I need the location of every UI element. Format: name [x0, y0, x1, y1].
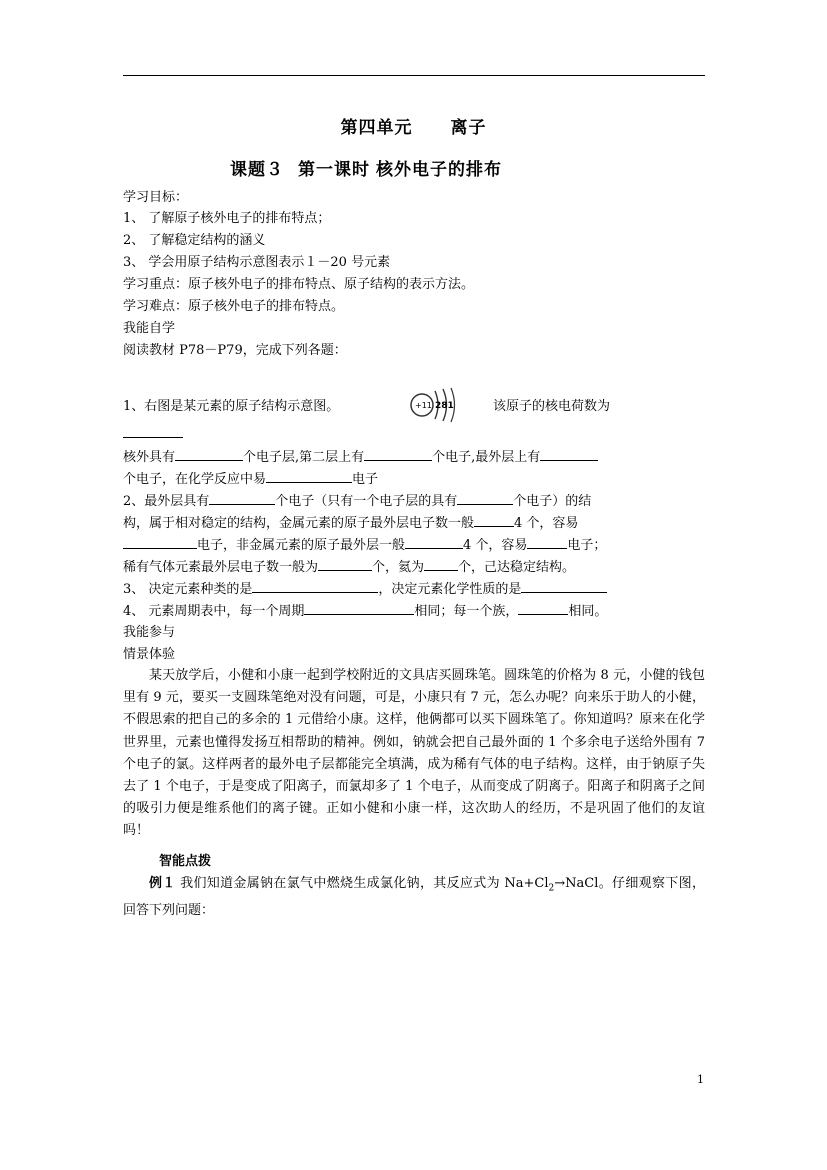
answer-blank[interactable] [424, 558, 458, 571]
question-1-line-3 [123, 470, 378, 489]
reaction-arrow: → [554, 876, 566, 891]
answer-blank[interactable] [518, 602, 568, 615]
answer-blank[interactable] [123, 425, 183, 438]
answer-blank[interactable] [209, 492, 275, 505]
text-span: 4 个，容易 [463, 538, 528, 553]
text-span: 个电子，在化学反应中易 [123, 472, 267, 487]
shell-label: 281 [435, 401, 454, 411]
question-1-line-2 [123, 448, 598, 467]
goal-item-1: 1、 了解原子核外电子的排布特点； [123, 211, 331, 226]
unit-title [0, 113, 827, 138]
text-span: 个电子,最外层上有 [432, 450, 541, 465]
unit-title-name: 离子 [450, 118, 487, 138]
self-study-instruction: 阅读教材 P78－P79，完成下列各题： [123, 343, 347, 358]
answer-blank[interactable] [405, 536, 463, 549]
text-span: 2、最外层具有 [123, 494, 210, 509]
text-span: 个，己达稳定结构。 [458, 560, 576, 575]
key-point: 学习重点：原子核外电子的排布特点、原子结构的表示方法。 [123, 277, 475, 292]
answer-blank[interactable] [474, 514, 514, 527]
text-span: ，决定元素化学性质的是 [378, 582, 522, 597]
answer-blank[interactable] [364, 448, 432, 461]
story-text: 某天放学后，小健和小康一起到学校附近的文具店买圆珠笔。圆珠笔的价格为 8 元，小健的钱包里有 9 元，要买一支圆珠笔绝对没有问题，可是，小康只有 7 元，怎么办呢？向来乐于助人的小健，不假思索的把自己的多余的 1 元借给小康。这样，他俩都可以买下圆珠笔了。你知道吗？原来在化学世界里，元素也懂得发扬互相帮助的精神。例如，钠就会把自己最外面的 1 个多余电子送给外围有 7 个电子的氯。这样两者的最外电子层都能完全填满，成为稀有气体的电子结构。这样，由于钠原子失去了 1 个电子，于是变成了阳离子，而氯却多了 1 个电子，从而变成了阴离子。阳离子和阴离子之间的吸引力便是维系他们的离子键。正如小健和小康一样，这次助人的经历，不是巩固了他们的友谊吗！ [123, 668, 705, 839]
example-label: 例１ [149, 876, 176, 891]
story-paragraph [123, 665, 705, 843]
text-span: 个电子（只有一个电子层的具有 [275, 494, 458, 509]
lesson-title [230, 155, 502, 180]
goal-item-3: 3、 学会用原子结构示意图表示１－20 号元素 [123, 255, 391, 270]
answer-blank[interactable] [457, 492, 513, 505]
text-span: 3、 决定元素种类的是 [123, 582, 253, 597]
question-2-line-3 [123, 536, 606, 555]
lesson-title-period: 第一课时 [298, 160, 370, 180]
atom-structure-diagram [408, 383, 460, 427]
answer-blank[interactable] [318, 558, 372, 571]
question-4 [123, 602, 607, 621]
text-span: 个电子）的结 [513, 494, 592, 509]
text-span: 4、 元素周期表中，每一个周期 [123, 604, 305, 619]
question-3 [123, 580, 607, 599]
question-1-charge: 该原子的核电荷数为 [493, 399, 611, 414]
answer-blank[interactable] [304, 602, 414, 615]
answer-blank[interactable] [123, 536, 197, 549]
participation-heading: 我能参与 [123, 625, 176, 640]
page-number: 1 [697, 1073, 704, 1086]
answer-blank[interactable] [252, 580, 378, 593]
text-span: 电子 [352, 472, 379, 487]
question-2-line-1 [123, 492, 591, 511]
answer-blank[interactable] [266, 470, 352, 483]
goals-heading: 学习目标： [123, 190, 189, 205]
text-span: 核外具有 [123, 450, 176, 465]
subscript: 2 [548, 883, 555, 894]
text-span: 构，属于相对稳定的结构，金属元素的原子最外层电子数一般 [123, 516, 475, 531]
text-span: 个，氦为 [372, 560, 425, 575]
answer-blank[interactable] [521, 580, 607, 593]
question-1-text: 1、右图是某元素的原子结构示意图。 [123, 399, 340, 414]
answer-blank[interactable] [527, 536, 567, 549]
text-span: 相同；每一个族， [414, 604, 519, 619]
unit-title-number: 第四单元 [340, 118, 413, 138]
question-2-line-4 [123, 558, 575, 577]
text-span: 个电子层,第二层上有 [243, 450, 365, 465]
self-study-heading: 我能自学 [123, 321, 176, 336]
example-text-end: NaCl。仔细观察下图，回答下列问题： [123, 876, 705, 918]
goal-item-2: 2、 了解稳定结构的涵义 [123, 233, 266, 248]
question-1-blank-line [123, 425, 183, 444]
tips-heading: 智能点拨 [159, 854, 212, 869]
example-text: 我们知道金属钠在氯气中燃烧生成氯化钠，其反应式为 Na+Cl [180, 876, 549, 891]
text-span: 4 个，容易 [514, 516, 579, 531]
answer-blank[interactable] [540, 448, 598, 461]
text-span: 电子，非金属元素的原子最外层一般 [197, 538, 406, 553]
text-span: 电子； [567, 538, 607, 553]
text-span: 相同。 [568, 604, 608, 619]
question-1-line-1 [123, 398, 339, 416]
nucleus-label: +11 [415, 401, 432, 410]
example-paragraph [123, 873, 705, 922]
lesson-title-topic: 核外电子的排布 [376, 160, 502, 180]
lesson-title-number: 课题３ [230, 160, 284, 180]
question-2-line-2 [123, 514, 578, 533]
scene-heading: 情景体验 [123, 647, 176, 662]
difficulty: 学习难点：原子核外电子的排布特点。 [123, 299, 345, 314]
text-span: 稀有气体元素最外层电子数一般为 [123, 560, 319, 575]
header-rule [123, 75, 705, 76]
answer-blank[interactable] [175, 448, 243, 461]
